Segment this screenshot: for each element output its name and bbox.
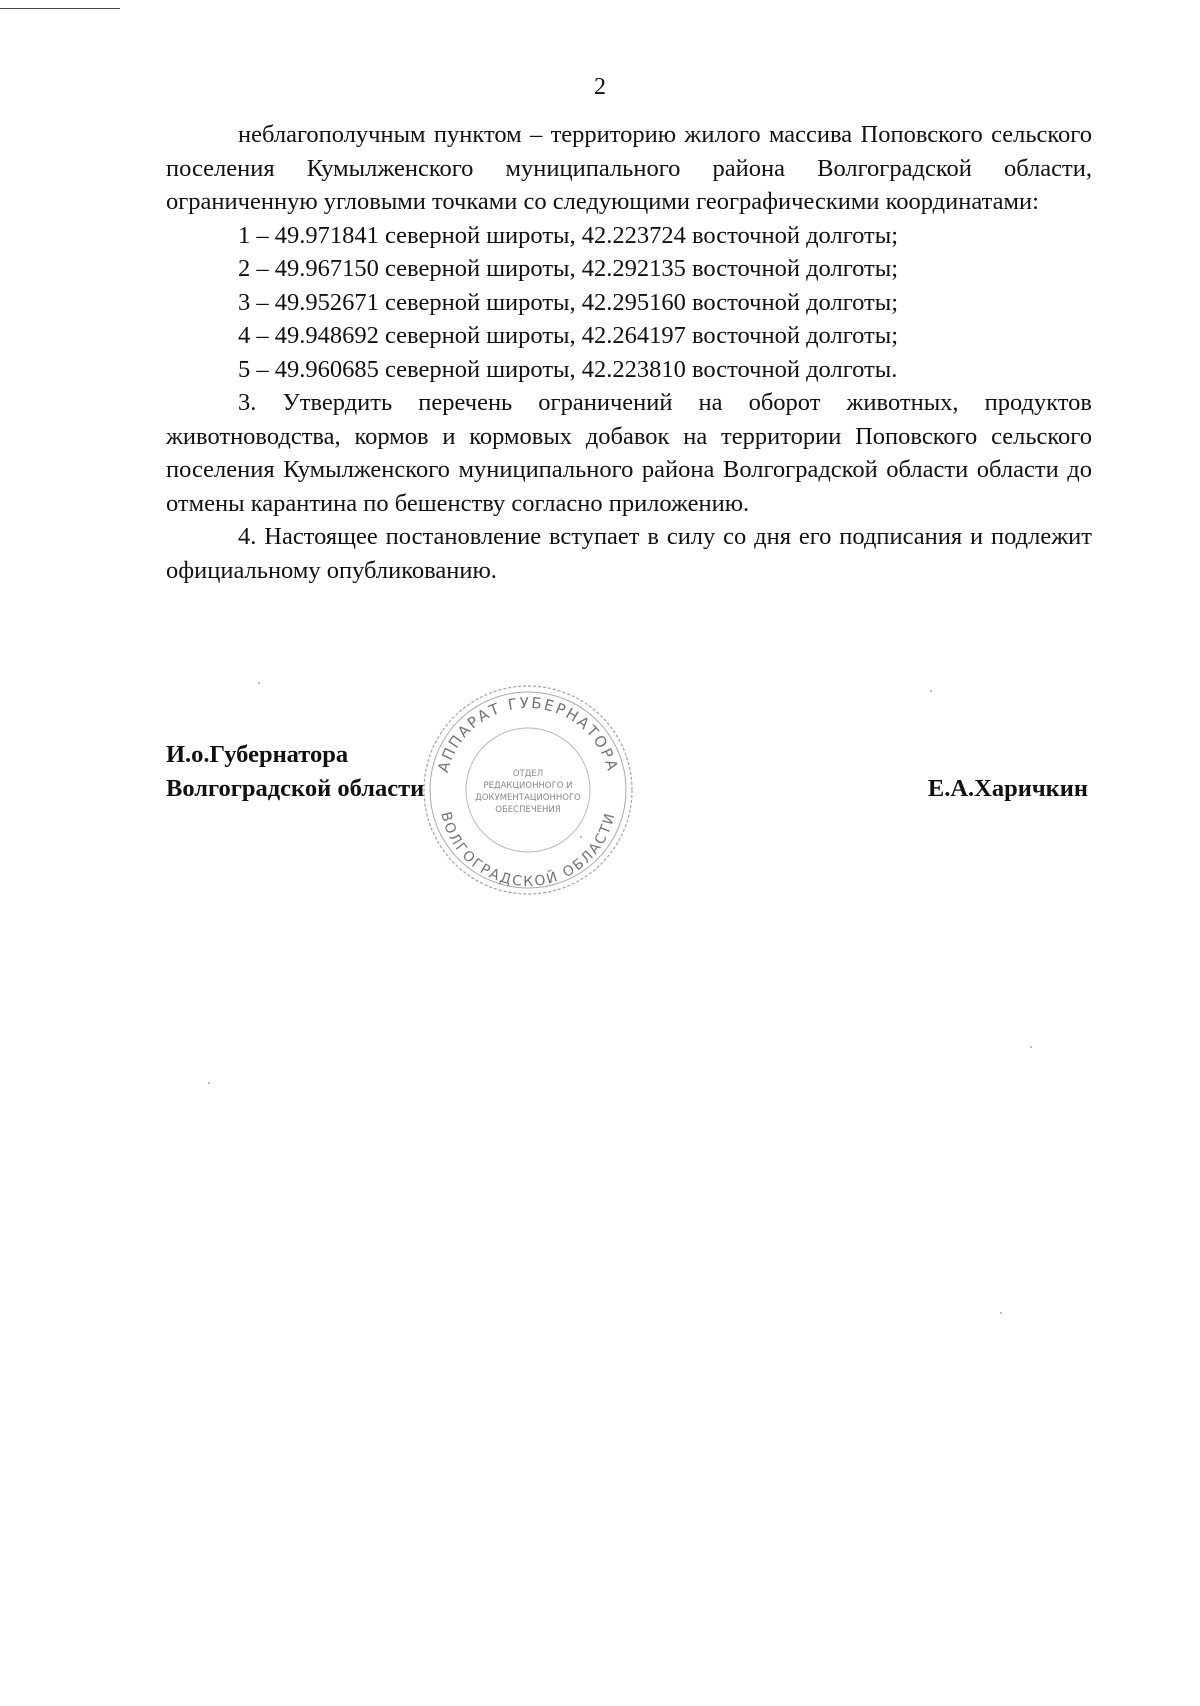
scan-speck	[580, 836, 582, 838]
scan-speck	[1000, 1312, 1002, 1314]
scan-speck	[930, 690, 932, 692]
coordinate-item-1: 1 – 49.971841 северной широты, 42.223724 восточной долготы;	[238, 221, 899, 249]
signature-title	[166, 738, 424, 806]
corner-scan-mark	[0, 0, 120, 9]
svg-text:ВОЛГОГРАДСКОЙ ОБЛАСТИ	[437, 810, 619, 890]
signatory-name: Е.А.Харичкин	[927, 775, 1088, 802]
coordinate-item-4: 4 – 49.948692 северной широты, 42.264197 восточной долготы;	[238, 322, 899, 349]
stamp-text-bottom: ВОЛГОГРАДСКОЙ ОБЛАСТИ	[437, 810, 619, 891]
signature-title-line-2: Волгоградской области	[166, 775, 425, 802]
coordinate-item-2: 2 – 49.967150 северной широты, 42.292135 восточной долготы;	[238, 255, 899, 282]
paragraph-3: 3. Утвердить перечень ограничений на оборот животных, продуктов животноводства, кормов и кормовых добавок на территории Поповского сельского поселения Кумылженского муниципального района Волгоградской области области до отмены карантина по бешенству согласно приложению.	[166, 389, 1092, 517]
svg-text:АППАРАТ ГУБЕРНАТОРА	[434, 694, 622, 774]
stamp-text-top: АППАРАТ ГУБЕРНАТОРА	[434, 693, 622, 775]
coordinate-item-3: 3 – 49.952671 северной широты, 42.295160 восточной долготы;	[238, 288, 899, 316]
paragraph-intro: неблагополучным пунктом – территорию жилого массива Поповского сельского поселения Кумылженского муниципального района Волгоградской области, ограниченную угловыми точками со следующими географическими координатами:	[166, 121, 1092, 215]
scan-speck	[208, 1082, 210, 1084]
stamp-inner-line-3: ДОКУМЕНТАЦИОННОГО	[475, 793, 581, 803]
scan-speck	[1030, 1046, 1032, 1048]
signature-title-line-1: И.о.Губернатора	[166, 741, 349, 768]
stamp-inner-line-1: ОТДЕЛ	[512, 769, 544, 779]
stamp-inner-line-4: ОБЕСПЕЧЕНИЯ	[495, 805, 561, 815]
document-body	[166, 118, 1092, 587]
page-number: 2	[594, 74, 606, 100]
stamp-inner-line-2: РЕДАКЦИОННОГО И	[483, 781, 573, 791]
official-stamp	[418, 680, 638, 900]
scan-speck	[258, 682, 260, 684]
coordinate-item-5: 5 – 49.960685 северной широты, 42.223810 восточной долготы.	[238, 355, 898, 383]
paragraph-4: 4. Настоящее постановление вступает в силу со дня его подписания и подлежит официальному опубликованию.	[166, 523, 1092, 584]
